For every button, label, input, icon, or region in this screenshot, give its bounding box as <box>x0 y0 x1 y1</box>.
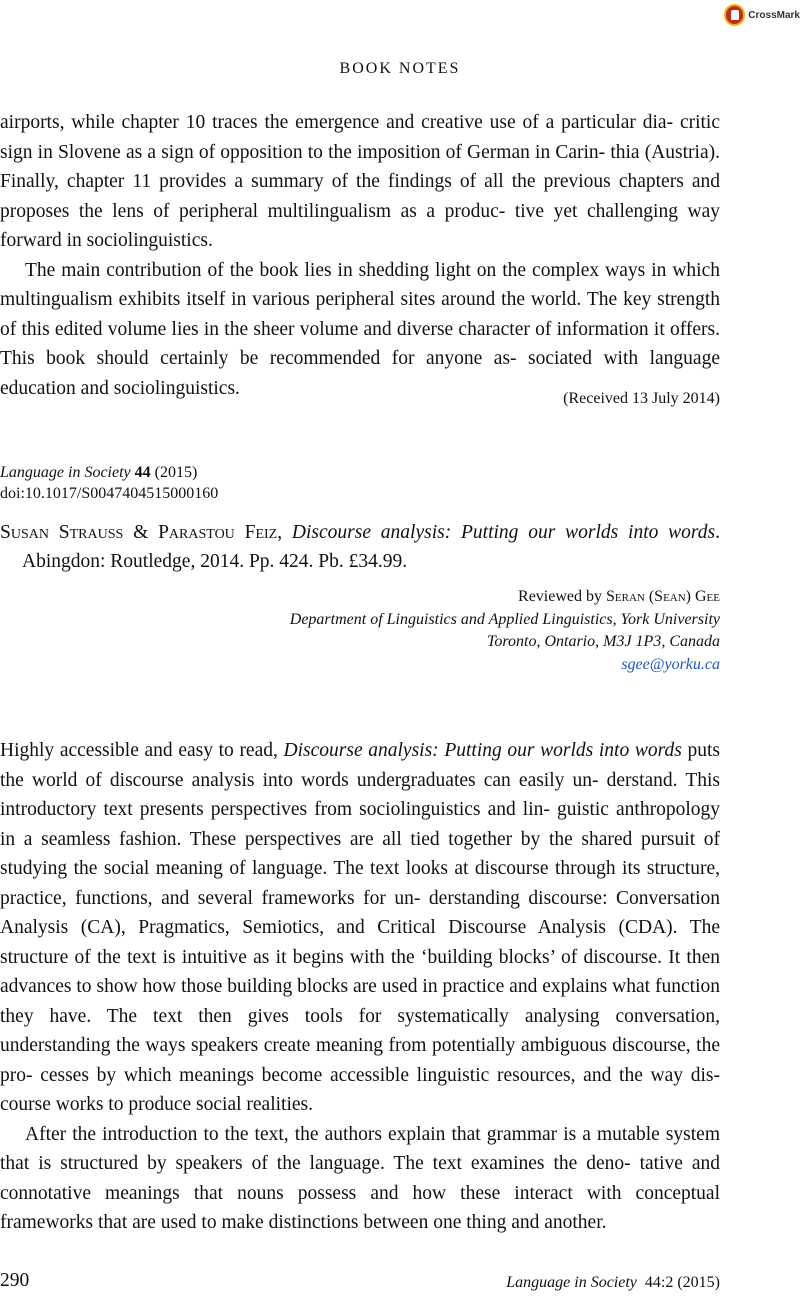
review-lead: Highly accessible and easy to read, <box>0 740 278 761</box>
paragraph: The main contribution of the book lies in shedding light on the complex ways in which multingualism exhibits itself in various peripheral sites around the world. The key strength of this edited volume lies in the sheer volume and diverse character of information it offers. This book should certainly be recommended for anyone as- sociated with language education and sociolinguistics. <box>0 259 720 399</box>
crossmark-icon <box>724 4 745 26</box>
review-text: puts the world of discourse analysis into words undergraduates can easily un- derstand. This introductory text presents perspectives from sociolinguistics and lin- guistic anthropology in a seamless fashion. These perspectives are all tied together by the shared pursuit of studying the social meaning of language. The text looks at discourse through its structure, practice, functions, and several frameworks for un- derstanding discourse: Conversation Analysis (CA), Pragmatics, Semiotics, and Critical Discourse Analysis (CDA). The structure of the text is intuitive as it begins with the ‘building blocks’ of discourse. It then advances to show how those building blocks are used in practice and explains what function they have. The text then gives tools for systematically analysing conversation, understanding the ways speakers create meaning from potentially ambiguous discourse, the pro- cesses by which meanings become accessible linguistic resources, and the way dis- course works to produce social realities. <box>0 740 721 1115</box>
crossmark-badge[interactable] <box>724 2 800 28</box>
paragraph: After the introduction to the text, the authors explain that grammar is a mutable system that is structured by speakers of the language. The text examines the deno- tative and connotative meanings that nouns possess and how these interact with conceptual frameworks that are used to make distinctions between one thing and another. <box>0 1123 720 1233</box>
received-date: (Received 13 July 2014) <box>563 390 720 407</box>
book-details: . Abingdon: Routledge, 2014. Pp. 424. Pb. £34.99. <box>22 522 721 572</box>
journal-name: Language in Society <box>0 464 131 481</box>
paragraph: airports, while chapter 10 traces the emergence and creative use of a particular dia- critic sign in Slovene as a sign of opposition to the imposition of German in Carin- thia (Austria). Finally, chapter 11 provides a summary of the findings of all the previous chapters and proposes the lens of peripheral multilingualism as a produc- tive yet challenging way forward in sociolinguistics. <box>0 112 720 251</box>
paragraph <box>0 736 720 1120</box>
review-body <box>0 736 720 1238</box>
crossmark-label: CrossMark <box>748 9 800 21</box>
running-head: BOOK NOTES <box>339 60 461 77</box>
book-title: Discourse analysis: Putting our worlds into words <box>291 522 716 543</box>
reviewer-block <box>0 586 720 676</box>
reviewer-department: Department of Linguistics and Applied Linguistics, York University <box>289 610 720 628</box>
previous-review-body <box>0 108 720 403</box>
footer-issue: 44:2 (2015) <box>644 1274 720 1291</box>
reviewer-email-link[interactable]: sgee@yorku.ca <box>621 655 720 673</box>
review-book-title: Discourse analysis: Putting our worlds into words <box>283 740 682 761</box>
reviewer-address: Toronto, Ontario, M3J 1P3, Canada <box>486 633 720 650</box>
book-authors: Susan Strauss & Parastou Feiz <box>0 522 278 543</box>
page-number: 290 <box>0 1270 30 1291</box>
doi: doi:10.1017/S0047404515000160 <box>0 485 219 502</box>
journal-info <box>0 462 218 504</box>
reviewer-name: Seran (Sean) Gee <box>606 588 720 605</box>
journal-year: (2015) <box>154 464 198 481</box>
journal-volume: 44 <box>134 464 151 481</box>
footer-journal-name: Language in Society <box>506 1274 637 1291</box>
footer-journal <box>0 1274 720 1292</box>
reviewer-prefix: Reviewed by <box>518 588 602 605</box>
book-citation: Susan Strauss & Parastou Feiz, Discourse analysis: Putting our worlds into words. Abingdon: Routledge, 2014. Pp. 424. Pb. £34.99. <box>0 522 721 572</box>
